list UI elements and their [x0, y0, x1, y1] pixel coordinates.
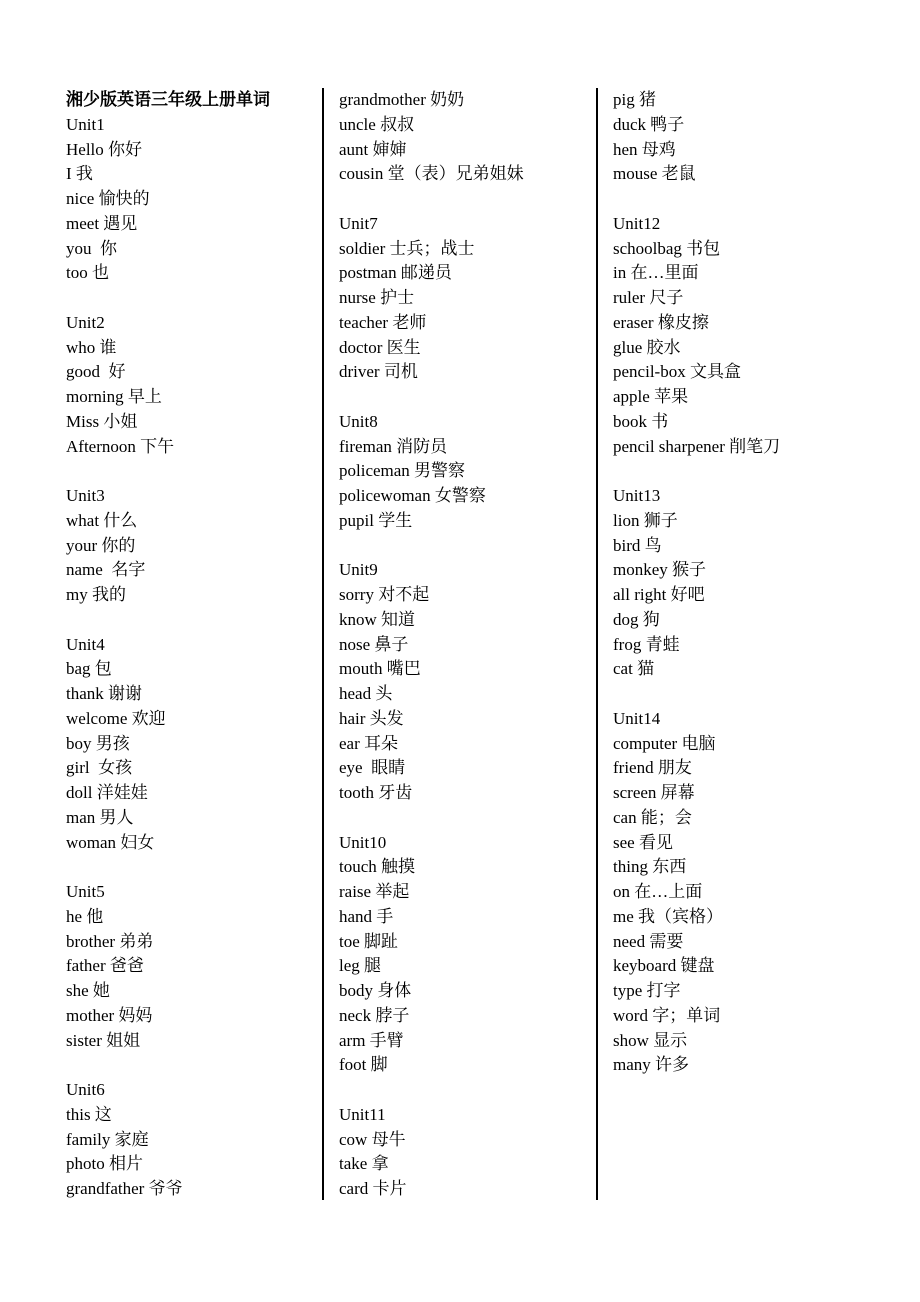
vocab-entry: soldier 士兵；战士	[339, 238, 475, 258]
column-2	[339, 88, 589, 1202]
vocab-entry: girl 女孩	[66, 758, 133, 778]
vocab-entry: hand 手	[339, 906, 394, 926]
unit-heading: Unit11	[339, 1104, 386, 1124]
blank-line	[339, 806, 589, 831]
unit-heading: Unit7	[339, 213, 378, 233]
vocab-entry: leg 腿	[339, 956, 382, 976]
vocab-entry: meet 遇见	[66, 213, 138, 233]
blank-line	[613, 682, 913, 707]
vocab-entry: mouse 老鼠	[613, 164, 696, 184]
vocab-entry: eye 眼睛	[339, 758, 406, 778]
vocab-entry: pencil sharpener 削笔刀	[613, 436, 781, 456]
unit-heading: Unit8	[339, 411, 378, 431]
vocab-entry: who 谁	[66, 337, 117, 357]
vocab-entry: need 需要	[613, 931, 684, 951]
unit-heading: Unit13	[613, 486, 661, 505]
vocab-entry: hen 母鸡	[613, 139, 676, 159]
vocab-entry: grandfather 爷爷	[66, 1179, 183, 1198]
vocab-entry: take 拿	[339, 1154, 389, 1174]
unit-heading: Unit14	[613, 708, 661, 728]
vocab-entry: uncle 叔叔	[339, 114, 415, 134]
vocab-entry: policewoman 女警察	[339, 486, 486, 505]
vocab-entry: doll 洋娃娃	[66, 783, 148, 802]
blank-line	[613, 459, 913, 484]
vocab-entry: nurse 护士	[339, 288, 415, 307]
vocab-entry: toe 脚趾	[339, 931, 399, 951]
vocab-entry: nice 愉快的	[66, 189, 150, 208]
vocab-entry: apple 苹果	[613, 387, 689, 406]
vocab-entry: policeman 男警察	[339, 461, 466, 481]
blank-line	[339, 187, 589, 212]
vocab-entry: cat 猫	[613, 659, 655, 679]
vocab-entry: my 我的	[66, 585, 126, 604]
unit-heading: Unit1	[66, 114, 105, 134]
vocab-entry: father 爸爸	[66, 956, 144, 976]
vocab-entry: all right 好吧	[613, 585, 705, 604]
vocab-entry: she 她	[66, 981, 110, 1000]
vocab-entry: show 显示	[613, 1030, 688, 1050]
vocab-entry: me 我（宾格）	[613, 906, 724, 926]
vocab-entry: your 你的	[66, 535, 136, 555]
vocab-entry: what 什么	[66, 510, 138, 530]
vocab-entry: too 也	[66, 263, 109, 283]
blank-line	[66, 1053, 316, 1078]
vocab-entry: welcome 欢迎	[66, 708, 166, 728]
vocab-entry: I 我	[66, 164, 93, 184]
vocab-entry: teacher 老师	[339, 312, 427, 332]
vocab-entry: this 这	[66, 1104, 112, 1124]
vocab-entry: screen 屏幕	[613, 783, 695, 802]
vocab-entry: aunt 婶婶	[339, 139, 407, 159]
vocab-entry: fireman 消防员	[339, 436, 448, 456]
vocab-entry: computer 电脑	[613, 733, 716, 753]
vocab-entry: cow 母牛	[339, 1129, 406, 1149]
vocab-entry: touch 触摸	[339, 857, 416, 877]
vocab-entry: cousin 堂（表）兄弟姐妹	[339, 164, 524, 184]
vocab-entry: good 好	[66, 362, 126, 382]
vocab-entry: tooth 牙齿	[339, 783, 413, 802]
vocab-entry: sorry 对不起	[339, 585, 430, 604]
vocab-entry: ruler 尺子	[613, 288, 684, 307]
vocab-entry: raise 举起	[339, 882, 410, 901]
vocab-entry: pencil-box 文具盒	[613, 362, 741, 382]
vocab-entry: schoolbag 书包	[613, 238, 721, 258]
vocab-entry: Miss 小姐	[66, 411, 138, 431]
vocab-entry: sister 姐姐	[66, 1030, 141, 1050]
vocab-entry: eraser 橡皮擦	[613, 312, 709, 332]
vocab-entry: nose 鼻子	[339, 634, 409, 654]
vocab-entry: he 他	[66, 906, 104, 926]
vocab-entry: know 知道	[339, 609, 416, 629]
vocab-entry: card 卡片	[339, 1179, 407, 1198]
vocab-entry: Afternoon 下午	[66, 436, 175, 456]
blank-line	[339, 1078, 589, 1103]
vocab-entry: driver 司机	[339, 362, 418, 382]
vocab-entry: book 书	[613, 411, 669, 431]
vocab-entry: lion 狮子	[613, 510, 678, 530]
vocab-entry: woman 妇女	[66, 832, 155, 852]
vocab-entry: bird 鸟	[613, 535, 662, 555]
vocab-entry: glue 胶水	[613, 337, 681, 357]
column-3	[613, 88, 913, 1078]
blank-line	[66, 855, 316, 880]
vocab-entry: arm 手臂	[339, 1030, 404, 1050]
vocab-entry: word 字；单词	[613, 1005, 721, 1025]
vocab-entry: pupil 学生	[339, 510, 413, 530]
vocab-entry: morning 早上	[66, 387, 162, 406]
vocab-entry: photo 相片	[66, 1154, 143, 1174]
vocab-entry: grandmother 奶奶	[339, 90, 465, 109]
unit-heading: Unit2	[66, 312, 105, 332]
page-title: 湘少版英语三年级上册单词	[66, 90, 270, 109]
vocab-entry: bag 包	[66, 659, 112, 679]
vocab-entry: duck 鸭子	[613, 114, 685, 134]
column-1	[66, 88, 316, 1202]
blank-line	[66, 286, 316, 311]
vocab-entry: doctor 医生	[339, 337, 421, 357]
unit-heading: Unit3	[66, 486, 105, 505]
blank-line	[613, 187, 913, 212]
vocab-entry: monkey 猴子	[613, 560, 707, 580]
vocab-entry: head 头	[339, 684, 393, 703]
vocab-entry: postman 邮递员	[339, 263, 452, 283]
unit-heading: Unit5	[66, 882, 105, 901]
vocab-entry: thank 谢谢	[66, 684, 143, 703]
vocab-entry: boy 男孩	[66, 733, 130, 753]
vocab-entry: family 家庭	[66, 1129, 149, 1149]
vocab-entry: ear 耳朵	[339, 733, 399, 753]
vocab-entry: body 身体	[339, 981, 412, 1000]
vocab-entry: friend 朋友	[613, 758, 692, 778]
vocab-entry: mouth 嘴巴	[339, 659, 421, 679]
unit-heading: Unit12	[613, 213, 661, 233]
vocab-entry: brother 弟弟	[66, 931, 154, 951]
vocab-entry: many 许多	[613, 1055, 690, 1075]
vocab-entry: in 在…里面	[613, 263, 699, 283]
blank-line	[339, 385, 589, 410]
column-divider	[322, 88, 324, 1200]
vocab-entry: keyboard 键盘	[613, 956, 715, 976]
vocab-entry: dog 狗	[613, 609, 660, 629]
vocab-entry: hair 头发	[339, 708, 404, 728]
unit-heading: Unit9	[339, 560, 378, 580]
vocab-entry: mother 妈妈	[66, 1005, 153, 1025]
unit-heading: Unit10	[339, 832, 387, 852]
blank-line	[66, 608, 316, 633]
vocab-entry: thing 东西	[613, 857, 687, 877]
unit-heading: Unit6	[66, 1080, 105, 1099]
blank-line	[66, 459, 316, 484]
vocab-entry: Hello 你好	[66, 139, 143, 159]
vocab-entry: you 你	[66, 238, 117, 258]
vocab-entry: man 男人	[66, 807, 134, 827]
vocab-entry: frog 青蛙	[613, 634, 680, 654]
unit-heading: Unit4	[66, 634, 105, 654]
vocab-entry: see 看见	[613, 832, 673, 852]
column-divider	[596, 88, 598, 1200]
vocab-entry: name 名字	[66, 560, 146, 580]
vocab-entry: on 在…上面	[613, 882, 703, 901]
vocab-entry: foot 脚	[339, 1055, 388, 1075]
vocab-entry: can 能；会	[613, 807, 692, 827]
vocab-entry: type 打字	[613, 981, 681, 1000]
vocab-entry: pig 猪	[613, 90, 656, 109]
vocab-entry: neck 脖子	[339, 1005, 410, 1025]
blank-line	[339, 534, 589, 559]
